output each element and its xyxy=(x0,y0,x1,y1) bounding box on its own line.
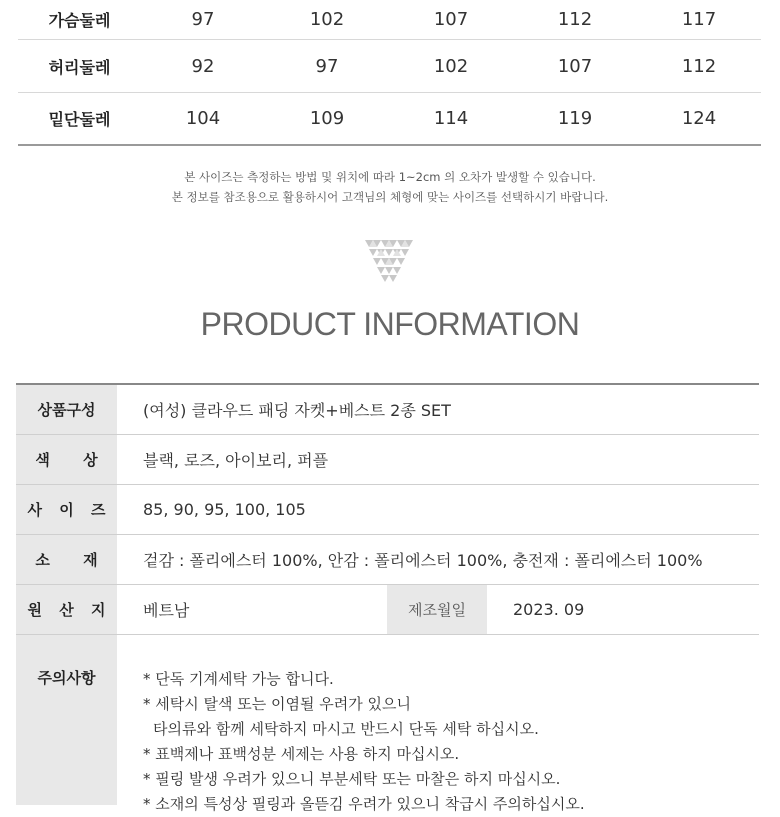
row-label: 밑단둘레 xyxy=(48,110,111,129)
size-value: 92 xyxy=(191,55,215,77)
triangle-pattern-icon xyxy=(363,238,413,282)
info-label: 제조월일 xyxy=(387,585,487,634)
info-label: 소 재 xyxy=(16,535,117,584)
info-value: (여성) 클라우드 패딩 자켓+베스트 2종 SET xyxy=(143,401,451,420)
info-row-color xyxy=(16,435,759,485)
row-label: 허리둘레 xyxy=(48,57,111,77)
table-row xyxy=(18,93,761,146)
info-label: 상품구성 xyxy=(16,385,117,434)
size-value: 107 xyxy=(557,55,593,77)
info-row-material xyxy=(16,535,759,585)
info-label: 주의사항 xyxy=(16,635,117,805)
list-item: 타의류와 함께 세탁하지 마시고 반드시 단독 세탁 하십시오. xyxy=(153,720,539,738)
info-value: 85, 90, 95, 100, 105 xyxy=(143,500,306,519)
size-table xyxy=(18,0,761,146)
list-item: * 단독 기계세탁 가능 합니다. xyxy=(143,670,334,688)
info-value: 블랙, 로즈, 아이보리, 퍼플 xyxy=(143,451,329,470)
info-row-caution xyxy=(16,635,759,813)
size-note: 본 사이즈는 측정하는 방법 및 위치에 따라 1~2cm 의 오차가 발생할 수 있습니다. xyxy=(184,170,596,184)
table-row xyxy=(18,40,761,93)
section-title: PRODUCT INFORMATION xyxy=(200,306,580,342)
info-label: 색 상 xyxy=(16,435,117,484)
size-value: 97 xyxy=(191,9,215,30)
size-value: 104 xyxy=(185,108,221,129)
size-value: 112 xyxy=(557,9,593,30)
info-row-origin xyxy=(16,585,759,635)
list-item: * 표백제나 표백성분 세제는 사용 하지 마십시오. xyxy=(143,745,460,763)
list-item: * 세탁시 탈색 또는 이염될 우려가 있으니 xyxy=(143,695,411,713)
size-value: 112 xyxy=(681,55,717,77)
info-label: 사 이 즈 xyxy=(16,485,117,534)
info-label: 원 산 지 xyxy=(16,585,117,634)
size-value: 107 xyxy=(433,9,469,30)
info-row-size xyxy=(16,485,759,535)
info-value: 베트남 xyxy=(143,601,190,620)
list-item: * 소재의 특성상 필링과 올뜯김 우려가 있으니 착급시 주의하십시오. xyxy=(143,795,585,813)
row-label: 가슴둘레 xyxy=(48,11,111,30)
table-row xyxy=(18,0,761,40)
size-value: 117 xyxy=(681,9,717,30)
size-value: 119 xyxy=(557,108,593,129)
info-row-composition xyxy=(16,385,759,435)
size-value: 102 xyxy=(433,55,469,77)
size-value: 114 xyxy=(433,108,469,129)
size-value: 109 xyxy=(309,108,345,129)
caution-list xyxy=(117,635,759,813)
product-info-table xyxy=(16,383,759,813)
info-value: 2023. 09 xyxy=(513,600,585,619)
list-item: * 필링 발생 우려가 있으니 부분세탁 또는 마찰은 하지 마십시오. xyxy=(143,770,561,788)
size-value: 102 xyxy=(309,9,345,30)
size-note: 본 정보를 참조용으로 활용하시어 고객님의 체형에 맞는 사이즈를 선택하시기 바랍니다. xyxy=(171,190,609,204)
size-value: 97 xyxy=(315,55,339,77)
info-value: 겉감 : 폴리에스터 100%, 안감 : 폴리에스터 100%, 충전재 : 폴리에스터 100% xyxy=(143,551,703,570)
size-value: 124 xyxy=(681,108,717,129)
